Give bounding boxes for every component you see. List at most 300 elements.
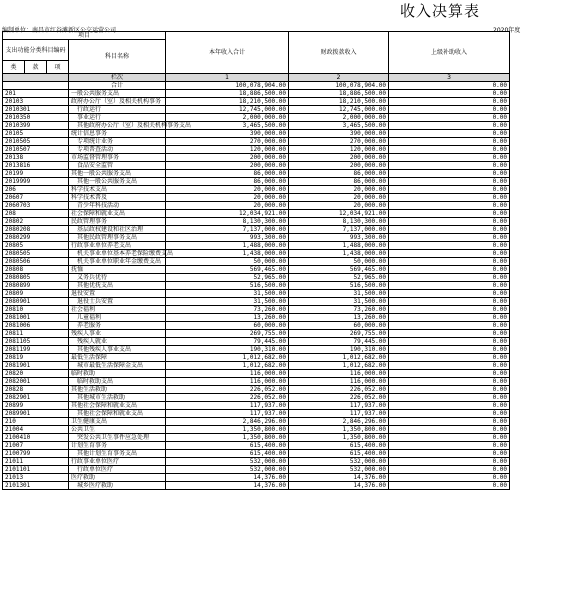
row-code: 21007 <box>3 442 69 450</box>
row-upper: 0.00 <box>389 450 510 458</box>
row-name: 临时救助支出 <box>69 378 166 386</box>
row-name: 其他一般公共服务支出 <box>69 178 166 186</box>
row-code: 2080805 <box>3 274 69 282</box>
row-name: 计划生育事务 <box>69 442 166 450</box>
row-total: 993,300.00 <box>166 234 289 242</box>
table-row <box>3 98 510 106</box>
row-total: 2,000,000.00 <box>166 114 289 122</box>
row-name: 其他计划生育事务支出 <box>69 450 166 458</box>
row-upper: 0.00 <box>389 218 510 226</box>
table-row <box>3 202 510 210</box>
row-name: 残疾人事业 <box>69 330 166 338</box>
row-upper: 0.00 <box>389 482 510 490</box>
row-total: 12,034,921.00 <box>166 210 289 218</box>
row-upper: 0.00 <box>389 362 510 370</box>
row-total: 86,000.00 <box>166 178 289 186</box>
row-upper: 0.00 <box>389 106 510 114</box>
row-name: 城乡医疗救助 <box>69 482 166 490</box>
row-total: 18,886,500.00 <box>166 90 289 98</box>
row-total: 116,000.00 <box>166 378 289 386</box>
index-3: 3 <box>389 74 510 82</box>
row-name: 义务兵优待 <box>69 274 166 282</box>
row-code: 2080505 <box>3 250 69 258</box>
row-total: 190,310.00 <box>166 346 289 354</box>
table-row <box>3 394 510 402</box>
row-code: 20819 <box>3 354 69 362</box>
row-total: 270,000.00 <box>166 138 289 146</box>
row-fiscal: 18,886,500.00 <box>289 90 389 98</box>
row-total: 532,000.00 <box>166 466 289 474</box>
row-name: 市场监督管理事务 <box>69 154 166 162</box>
row-code: 2010399 <box>3 122 69 130</box>
row-upper: 0.00 <box>389 242 510 250</box>
row-fiscal: 270,000.00 <box>289 138 389 146</box>
row-total: 14,376.00 <box>166 482 289 490</box>
table-row <box>3 354 510 362</box>
row-name: 养老服务 <box>69 322 166 330</box>
row-fiscal: 73,260.00 <box>289 306 389 314</box>
row-code: 20828 <box>3 386 69 394</box>
row-code: 2082001 <box>3 378 69 386</box>
row-total: 12,745,000.00 <box>166 106 289 114</box>
total-sum: 100,078,904.00 <box>166 82 289 90</box>
row-name: 其他一般公共服务支出 <box>69 170 166 178</box>
row-name: 突发公共卫生事件应急处理 <box>69 434 166 442</box>
row-name: 其他社会保障和就业支出 <box>69 410 166 418</box>
row-total: 116,000.00 <box>166 370 289 378</box>
row-code: 2010505 <box>3 138 69 146</box>
row-code: 2080901 <box>3 298 69 306</box>
row-code: 20809 <box>3 290 69 298</box>
row-code: 2080899 <box>3 282 69 290</box>
row-name: 一般公共服务支出 <box>69 90 166 98</box>
table-row <box>3 458 510 466</box>
row-total: 1,350,800.00 <box>166 426 289 434</box>
row-upper: 0.00 <box>389 386 510 394</box>
row-fiscal: 569,465.00 <box>289 266 389 274</box>
row-upper: 0.00 <box>389 378 510 386</box>
row-upper: 0.00 <box>389 170 510 178</box>
table-row <box>3 322 510 330</box>
row-total: 516,500.00 <box>166 282 289 290</box>
row-total: 52,965.00 <box>166 274 289 282</box>
row-code: 2089901 <box>3 410 69 418</box>
row-name: 医疗救助 <box>69 474 166 482</box>
row-code: 2100799 <box>3 450 69 458</box>
row-fiscal: 532,000.00 <box>289 466 389 474</box>
row-total: 2,846,296.00 <box>166 418 289 426</box>
row-fiscal: 12,034,921.00 <box>289 210 389 218</box>
row-fiscal: 14,376.00 <box>289 482 389 490</box>
row-name: 最低生活保障 <box>69 354 166 362</box>
row-code: 20138 <box>3 154 69 162</box>
row-code: 2081199 <box>3 346 69 354</box>
row-name: 行政单位医疗 <box>69 466 166 474</box>
row-name: 科学技术普及 <box>69 194 166 202</box>
row-total: 20,000.00 <box>166 194 289 202</box>
row-fiscal: 1,350,800.00 <box>289 434 389 442</box>
row-code: 201 <box>3 90 69 98</box>
row-fiscal: 52,965.00 <box>289 274 389 282</box>
row-name: 专项统计业务 <box>69 138 166 146</box>
row-upper: 0.00 <box>389 410 510 418</box>
row-total: 1,438,000.00 <box>166 250 289 258</box>
row-name: 社会保障和就业支出 <box>69 210 166 218</box>
row-code: 20199 <box>3 170 69 178</box>
row-upper: 0.00 <box>389 90 510 98</box>
row-upper: 0.00 <box>389 442 510 450</box>
row-code: 2101101 <box>3 466 69 474</box>
header-fiscal: 财政拨款收入 <box>289 32 389 74</box>
row-fiscal: 20,000.00 <box>289 186 389 194</box>
row-name: 政府办公厅（室）及相关机构事务 <box>69 98 166 106</box>
row-fiscal: 12,745,000.00 <box>289 106 389 114</box>
row-upper: 0.00 <box>389 178 510 186</box>
table-row <box>3 106 510 114</box>
row-name: 其他优抚支出 <box>69 282 166 290</box>
row-fiscal: 993,300.00 <box>289 234 389 242</box>
row-total: 226,052.00 <box>166 394 289 402</box>
row-name: 残疾人就业 <box>69 338 166 346</box>
row-fiscal: 31,500.00 <box>289 298 389 306</box>
table-row <box>3 242 510 250</box>
row-total: 615,400.00 <box>166 442 289 450</box>
row-code: 210 <box>3 418 69 426</box>
table-row <box>3 178 510 186</box>
row-upper: 0.00 <box>389 234 510 242</box>
header-code: 支出功能分类科目编码 <box>3 40 69 61</box>
row-total: 14,376.00 <box>166 474 289 482</box>
row-total: 73,260.00 <box>166 306 289 314</box>
table-row <box>3 338 510 346</box>
row-total: 50,000.00 <box>166 258 289 266</box>
table-row <box>3 130 510 138</box>
table-row <box>3 370 510 378</box>
row-total: 1,012,682.00 <box>166 354 289 362</box>
table-row <box>3 250 510 258</box>
table-row <box>3 194 510 202</box>
row-total: 20,000.00 <box>166 186 289 194</box>
row-total: 3,465,500.00 <box>166 122 289 130</box>
table-row <box>3 330 510 338</box>
row-total: 31,500.00 <box>166 290 289 298</box>
row-upper: 0.00 <box>389 250 510 258</box>
row-name: 民政管理事务 <box>69 218 166 226</box>
row-code: 2080506 <box>3 258 69 266</box>
table-row <box>3 114 510 122</box>
row-code: 21013 <box>3 474 69 482</box>
row-code: 20811 <box>3 330 69 338</box>
total-upper: 0.00 <box>389 82 510 90</box>
row-fiscal: 120,000.00 <box>289 146 389 154</box>
row-fiscal: 116,000.00 <box>289 370 389 378</box>
row-total: 200,000.00 <box>166 162 289 170</box>
row-name: 其他民政管理事务支出 <box>69 234 166 242</box>
row-fiscal: 516,500.00 <box>289 282 389 290</box>
table-row <box>3 418 510 426</box>
row-code: 20802 <box>3 218 69 226</box>
row-upper: 0.00 <box>389 466 510 474</box>
total-label: 合计 <box>69 82 166 90</box>
row-fiscal: 1,012,682.00 <box>289 362 389 370</box>
row-fiscal: 615,400.00 <box>289 450 389 458</box>
row-fiscal: 79,445.00 <box>289 338 389 346</box>
index-2: 2 <box>289 74 389 82</box>
header-section: 款 <box>25 61 47 74</box>
row-fiscal: 86,000.00 <box>289 178 389 186</box>
table-row <box>3 306 510 314</box>
row-name: 行政运行 <box>69 106 166 114</box>
table-row <box>3 386 510 394</box>
row-total: 86,000.00 <box>166 170 289 178</box>
header-upper: 上级补助收入 <box>389 32 510 74</box>
row-total: 117,937.00 <box>166 402 289 410</box>
row-fiscal: 226,052.00 <box>289 386 389 394</box>
row-total: 31,500.00 <box>166 298 289 306</box>
row-total: 569,465.00 <box>166 266 289 274</box>
row-code: 21004 <box>3 426 69 434</box>
row-fiscal: 1,488,000.00 <box>289 242 389 250</box>
table-row <box>3 226 510 234</box>
row-upper: 0.00 <box>389 314 510 322</box>
row-total: 615,400.00 <box>166 450 289 458</box>
row-upper: 0.00 <box>389 282 510 290</box>
row-code: 208 <box>3 210 69 218</box>
row-name: 公共卫生 <box>69 426 166 434</box>
row-total: 120,000.00 <box>166 146 289 154</box>
row-fiscal: 7,137,000.00 <box>289 226 389 234</box>
row-upper: 0.00 <box>389 322 510 330</box>
row-total: 8,130,300.00 <box>166 218 289 226</box>
table-row <box>3 402 510 410</box>
row-name: 卫生健康支出 <box>69 418 166 426</box>
row-total: 60,000.00 <box>166 322 289 330</box>
row-code: 2081105 <box>3 338 69 346</box>
table-row <box>3 162 510 170</box>
table-row <box>3 362 510 370</box>
unit-label: 编制单位：南昌市红谷滩新区公交运营公司 <box>2 27 117 34</box>
row-total: 1,012,682.00 <box>166 362 289 370</box>
row-code: 2019999 <box>3 178 69 186</box>
table-row <box>3 482 510 490</box>
row-code: 20103 <box>3 98 69 106</box>
row-name: 其他社会保障和就业支出 <box>69 402 166 410</box>
row-upper: 0.00 <box>389 138 510 146</box>
row-name: 食品安全监管 <box>69 162 166 170</box>
row-code: 2010350 <box>3 114 69 122</box>
column-index-row <box>3 74 510 82</box>
row-code: 2081901 <box>3 362 69 370</box>
row-fiscal: 13,260.00 <box>289 314 389 322</box>
row-code: 20808 <box>3 266 69 274</box>
row-name: 其他城市生活救助 <box>69 394 166 402</box>
row-code: 2100410 <box>3 434 69 442</box>
row-fiscal: 31,500.00 <box>289 290 389 298</box>
table-row <box>3 170 510 178</box>
row-fiscal: 117,937.00 <box>289 402 389 410</box>
row-name: 儿童福利 <box>69 314 166 322</box>
row-upper: 0.00 <box>389 146 510 154</box>
row-upper: 0.00 <box>389 330 510 338</box>
row-name: 机关事业单位职业年金缴费支出 <box>69 258 166 266</box>
table-row <box>3 466 510 474</box>
table-row <box>3 234 510 242</box>
row-fiscal: 200,000.00 <box>289 154 389 162</box>
row-total: 20,000.00 <box>166 202 289 210</box>
header-project: 项目 <box>3 32 166 40</box>
row-upper: 0.00 <box>389 266 510 274</box>
row-total: 79,445.00 <box>166 338 289 346</box>
row-fiscal: 1,438,000.00 <box>289 250 389 258</box>
table-row <box>3 90 510 98</box>
row-code: 20105 <box>3 130 69 138</box>
row-total: 1,488,000.00 <box>166 242 289 250</box>
table-row <box>3 346 510 354</box>
row-upper: 0.00 <box>389 274 510 282</box>
header-total: 本年收入合计 <box>166 32 289 74</box>
table-row <box>3 218 510 226</box>
row-fiscal: 117,937.00 <box>289 410 389 418</box>
year-label: 2020年度 <box>493 27 521 34</box>
row-code: 20820 <box>3 370 69 378</box>
row-total: 1,350,800.00 <box>166 434 289 442</box>
row-name: 其他生活救助 <box>69 386 166 394</box>
row-code: 2080208 <box>3 226 69 234</box>
index-1: 1 <box>166 74 289 82</box>
row-name: 基层政权建设和社区治理 <box>69 226 166 234</box>
row-fiscal: 20,000.00 <box>289 194 389 202</box>
table-row <box>3 266 510 274</box>
table-row <box>3 442 510 450</box>
row-fiscal: 14,376.00 <box>289 474 389 482</box>
header-kind: 类 <box>3 61 25 74</box>
row-upper: 0.00 <box>389 194 510 202</box>
income-table <box>2 31 510 490</box>
row-fiscal: 532,000.00 <box>289 458 389 466</box>
table-row <box>3 410 510 418</box>
table-row <box>3 290 510 298</box>
row-total: 269,755.00 <box>166 330 289 338</box>
total-fiscal: 100,078,904.00 <box>289 82 389 90</box>
row-fiscal: 116,000.00 <box>289 378 389 386</box>
row-upper: 0.00 <box>389 434 510 442</box>
row-name: 科学技术支出 <box>69 186 166 194</box>
table-row <box>3 138 510 146</box>
header-row-project <box>3 32 510 40</box>
row-upper: 0.00 <box>389 186 510 194</box>
row-code: 20607 <box>3 194 69 202</box>
row-name: 统计信息事务 <box>69 130 166 138</box>
row-upper: 0.00 <box>389 418 510 426</box>
table-row <box>3 474 510 482</box>
row-total: 532,000.00 <box>166 458 289 466</box>
table-row <box>3 426 510 434</box>
row-name: 社会福利 <box>69 306 166 314</box>
row-fiscal: 269,755.00 <box>289 330 389 338</box>
table-row <box>3 274 510 282</box>
row-upper: 0.00 <box>389 474 510 482</box>
row-total: 200,000.00 <box>166 154 289 162</box>
row-upper: 0.00 <box>389 122 510 130</box>
row-name: 退役安置 <box>69 290 166 298</box>
row-total: 117,937.00 <box>166 410 289 418</box>
row-fiscal: 1,012,682.00 <box>289 354 389 362</box>
row-upper: 0.00 <box>389 154 510 162</box>
row-upper: 0.00 <box>389 210 510 218</box>
table-row <box>3 314 510 322</box>
row-fiscal: 1,350,800.00 <box>289 426 389 434</box>
row-upper: 0.00 <box>389 402 510 410</box>
table-row <box>3 378 510 386</box>
row-fiscal: 86,000.00 <box>289 170 389 178</box>
row-fiscal: 20,000.00 <box>289 202 389 210</box>
row-code: 2010507 <box>3 146 69 154</box>
table-row <box>3 282 510 290</box>
row-name: 退役士兵安置 <box>69 298 166 306</box>
row-fiscal: 50,000.00 <box>289 258 389 266</box>
row-code: 2081006 <box>3 322 69 330</box>
row-name: 行政事业单位医疗 <box>69 458 166 466</box>
row-fiscal: 390,000.00 <box>289 130 389 138</box>
row-total: 18,210,500.00 <box>166 98 289 106</box>
header-name: 科目名称 <box>69 40 166 74</box>
row-upper: 0.00 <box>389 394 510 402</box>
row-name: 其他残疾人事业支出 <box>69 346 166 354</box>
row-total: 390,000.00 <box>166 130 289 138</box>
row-upper: 0.00 <box>389 298 510 306</box>
row-code: 21011 <box>3 458 69 466</box>
row-upper: 0.00 <box>389 162 510 170</box>
row-upper: 0.00 <box>389 290 510 298</box>
row-upper: 0.00 <box>389 370 510 378</box>
row-name: 机关事业单位基本养老保险缴费支出 <box>69 250 166 258</box>
row-upper: 0.00 <box>389 226 510 234</box>
row-name: 临时救助 <box>69 370 166 378</box>
row-code: 2060703 <box>3 202 69 210</box>
row-upper: 0.00 <box>389 306 510 314</box>
table-row <box>3 258 510 266</box>
table-row <box>3 298 510 306</box>
row-fiscal: 226,052.00 <box>289 394 389 402</box>
row-fiscal: 2,000,000.00 <box>289 114 389 122</box>
row-name: 其他政府办公厅（室）及相关机构事务支出 <box>69 122 166 130</box>
row-fiscal: 18,210,500.00 <box>289 98 389 106</box>
table-row <box>3 210 510 218</box>
row-name: 城市最低生活保障金支出 <box>69 362 166 370</box>
table-row <box>3 186 510 194</box>
table-row <box>3 434 510 442</box>
table-row <box>3 450 510 458</box>
row-code: 20805 <box>3 242 69 250</box>
row-code: 2080299 <box>3 234 69 242</box>
row-upper: 0.00 <box>389 114 510 122</box>
row-code: 20899 <box>3 402 69 410</box>
row-code: 2082901 <box>3 394 69 402</box>
row-name: 青少年科技活动 <box>69 202 166 210</box>
row-upper: 0.00 <box>389 354 510 362</box>
row-code: 20810 <box>3 306 69 314</box>
header-item: 项 <box>47 61 69 74</box>
row-upper: 0.00 <box>389 258 510 266</box>
total-row <box>3 82 510 90</box>
row-code: 2010301 <box>3 106 69 114</box>
row-upper: 0.00 <box>389 338 510 346</box>
row-upper: 0.00 <box>389 202 510 210</box>
row-code: 206 <box>3 186 69 194</box>
row-fiscal: 200,000.00 <box>289 162 389 170</box>
row-upper: 0.00 <box>389 426 510 434</box>
report-title: 收入决算表 <box>400 2 481 20</box>
